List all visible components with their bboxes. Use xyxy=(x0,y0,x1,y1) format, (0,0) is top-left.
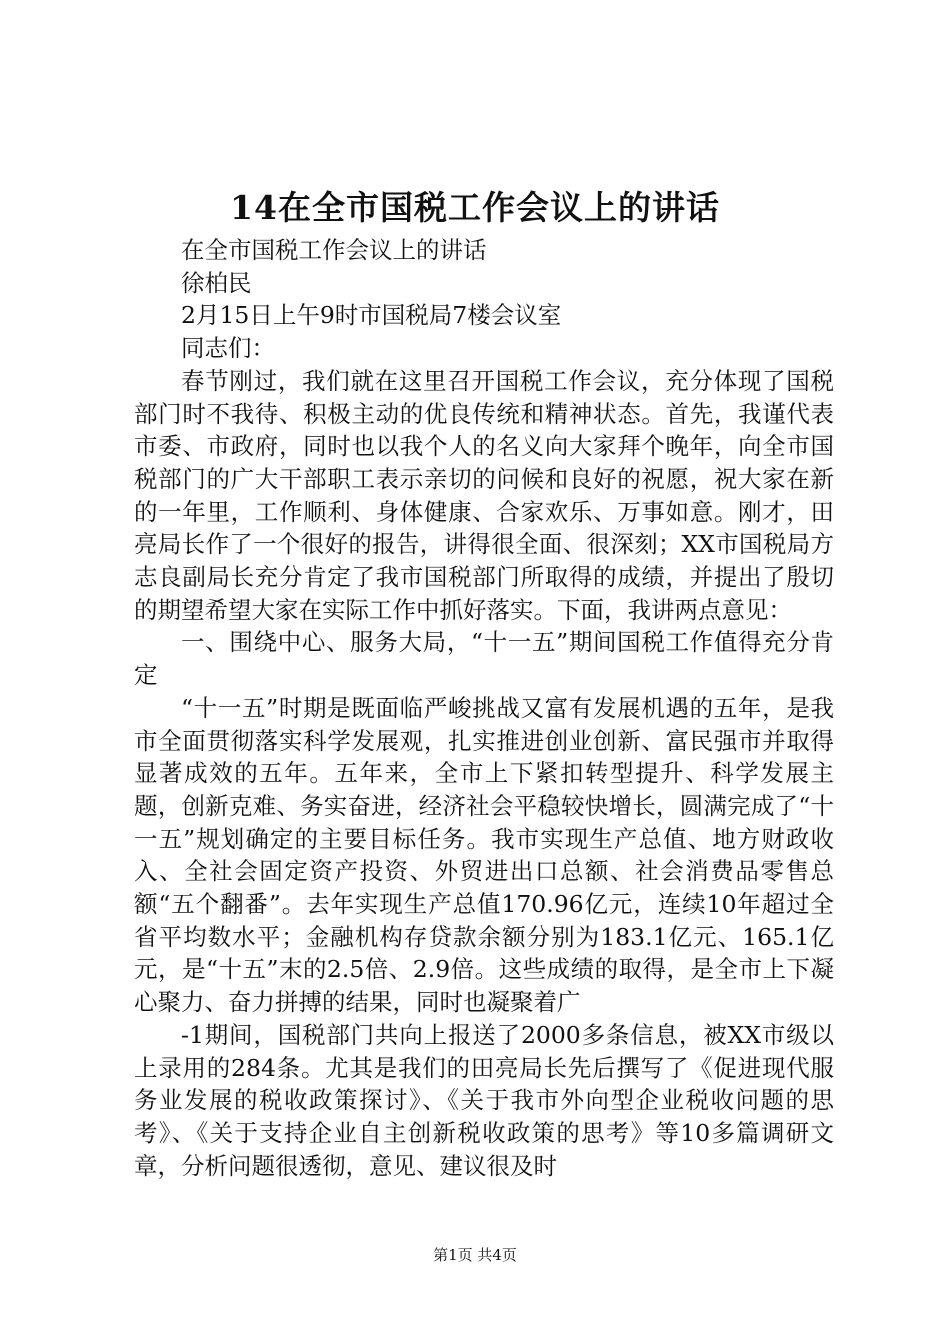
document-title: 14在全市国税工作会议上的讲话 xyxy=(230,188,720,227)
paragraph-opening: 春节刚过，我们就在这里召开国税工作会议，充分体现了国税部门时不我待、积极主动的优良传统和精神状态。首先，我谨代表市委、市政府，同时也以我个人的名义向大家拜个晚年，向全市国税部门的广大干部职工表示亲切的问候和良好的祝愿，祝大家在新的一年里，工作顺利、身体健康、合家欢乐、万事如意。刚才，田亮局长作了一个很好的报告，讲得很全面、很深刻；XX市国税局方志良副局长充分肯定了我市国税部门所取得的成绩，并提出了殷切的期望希望大家在实际工作中抓好落实。下面，我讲两点意见： xyxy=(134,366,834,624)
paragraph-achievements: “十一五”时期是既面临严峻挑战又富有发展机遇的五年，是我市全面贯彻落实科学发展观，扎实推进创业创新、富民强市并取得显著成效的五年。五年来，全市上下紧扣转型提升、科学发展主题，创新克难、务实奋进，经济社会平稳较快增长，圆满完成了“十一五”规划确定的主要目标任务。我市实现生产总值、地方财政收入、全社会固定资产投资、外贸进出口总额、社会消费品零售总额“五个翻番”。去年实现生产总值170.96亿元，连续10年超过全省平均数水平；金融机构存贷款余额分别为183.1亿元、165.1亿元，是“十五”末的2.5倍、2.9倍。这些成绩的取得，是全市上下凝心聚力、奋力拼搏的结果，同时也凝聚着广 xyxy=(134,693,834,1017)
section-heading-1: 一、围绕中心、服务大局，“十一五”期间国税工作值得充分肯定 xyxy=(134,628,834,690)
speaker-name: 徐柏民 xyxy=(181,268,252,297)
paragraph-research: -1期间，国税部门共向上报送了2000多条信息，被XX市级以上录用的284条。尤其是我们的田亮局长先后撰写了《促进现代服务业发展的税收政策探讨》、《关于我市外向型企业税收问题的思考》、《关于支持企业自主创新税收政策的思考》等10多篇调研文章，分析问题很透彻，意见、建议很及时 xyxy=(134,1020,834,1180)
speech-time-place: 2月15日上午9时市国税局7楼会议室 xyxy=(181,301,562,330)
page-footer: 第1页 共4页 xyxy=(433,1246,517,1264)
speech-heading: 在全市国税工作会议上的讲话 xyxy=(181,236,487,264)
salutation: 同志们： xyxy=(181,334,275,363)
document-body xyxy=(134,234,834,1182)
